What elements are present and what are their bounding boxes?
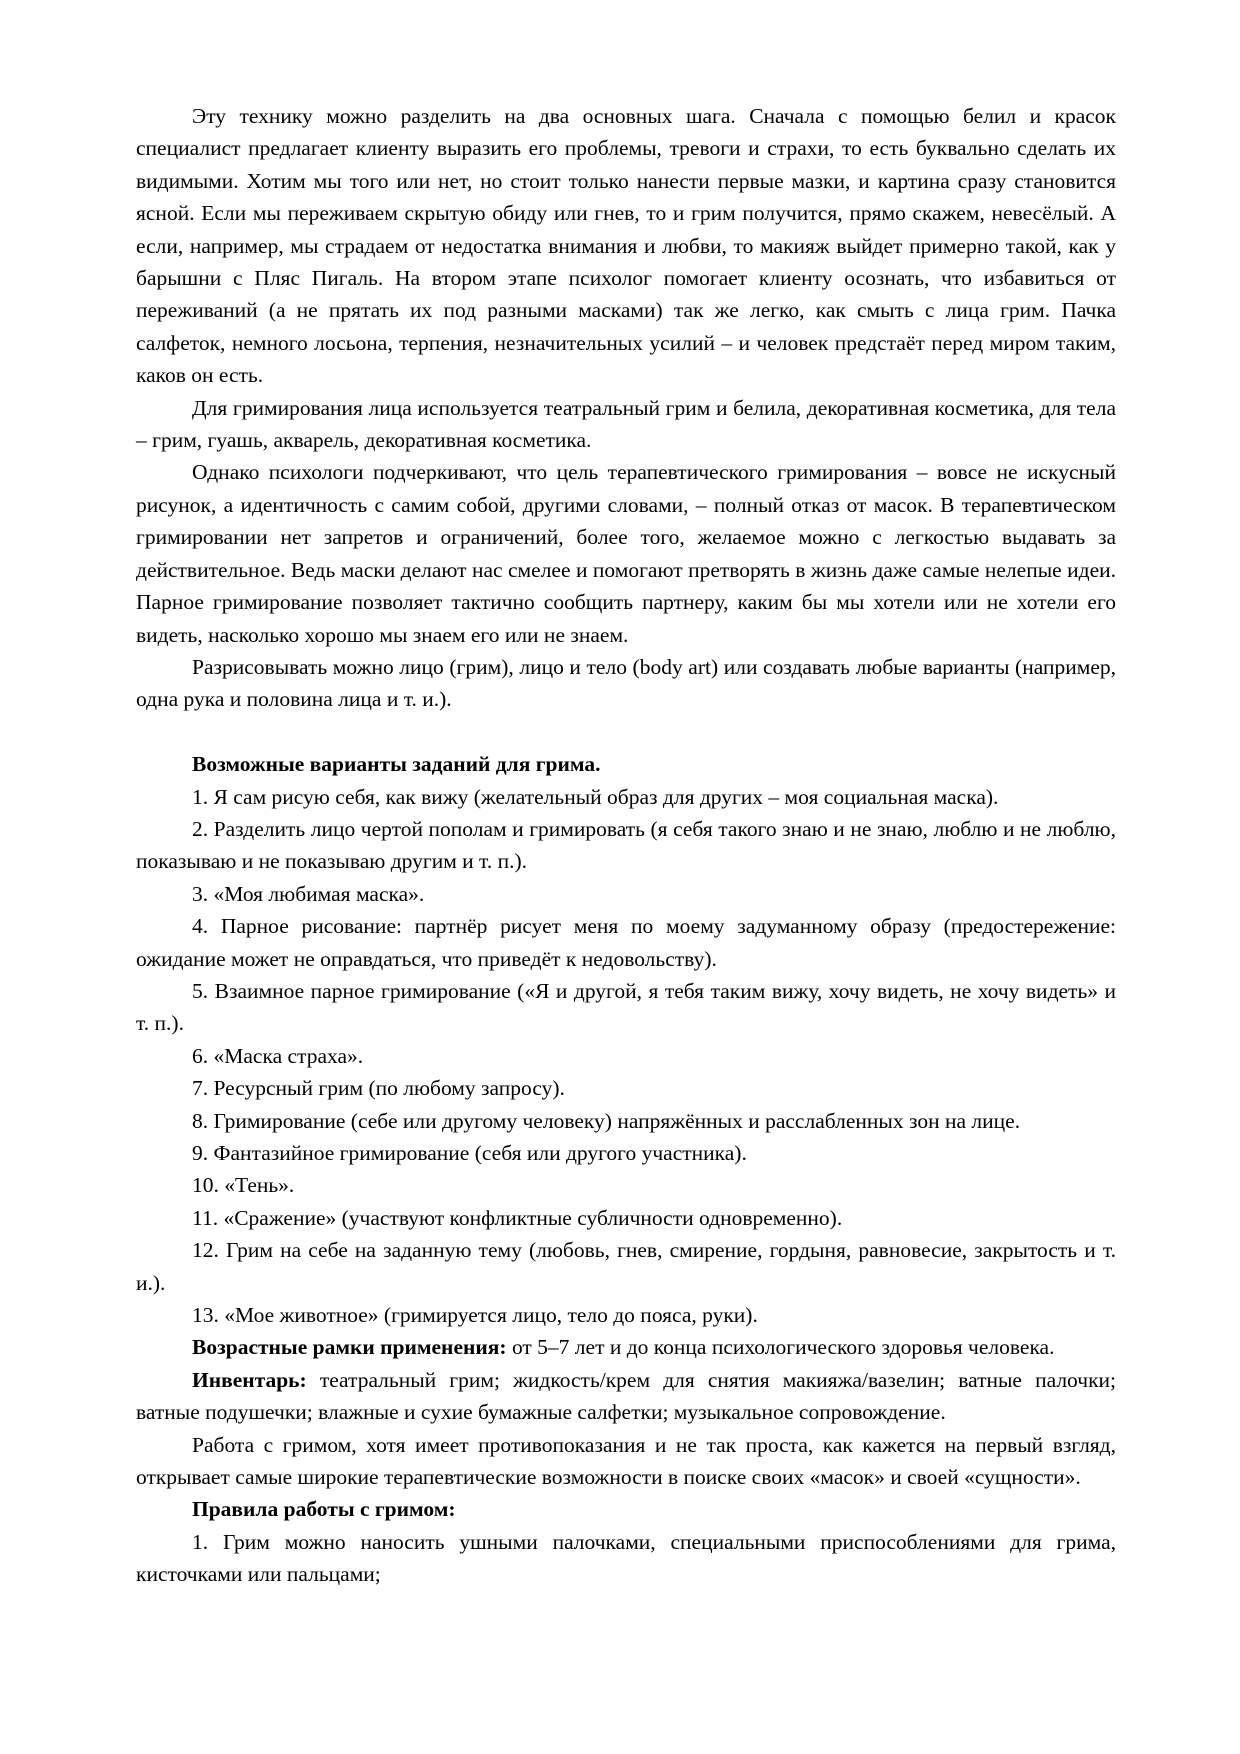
body-paragraph-2: Для гримирования лица используется театральный грим и белила, декоративная косметика, для тела – грим, гуашь, акварель, декоративная косметика. — [136, 395, 1116, 453]
age-range-text: от 5–7 лет и до конца психологического здоровья человека. — [506, 1335, 1055, 1360]
inventory-label: Инвентарь: — [192, 1367, 307, 1392]
list-item: 1. Грим можно наносить ушными палочками, специальными приспособлениями для грима, кисточками или пальцами; — [136, 1529, 1116, 1587]
list-item: 11. «Сражение» (участвуют конфликтные субличности одновременно). — [192, 1205, 843, 1230]
paragraph-spacer — [136, 716, 1116, 748]
age-range-label: Возрастные рамки применения: — [192, 1335, 507, 1360]
list-item: 6. «Маска страха». — [192, 1043, 364, 1068]
list-item: 13. «Мое животное» (гримируется лицо, тело до пояса, руки). — [192, 1303, 758, 1328]
rules-section-heading: Правила работы с гримом: — [192, 1497, 456, 1522]
list-item: 10. «Тень». — [192, 1173, 295, 1198]
list-item: 7. Ресурсный грим (по любому запросу). — [192, 1076, 565, 1101]
closing-paragraph: Работа с гримом, хотя имеет противопоказания и не так проста, как кажется на первый взгляд, открывает самые широкие терапевтические возможности в поиске своих «масок» и своей «сущности». — [136, 1432, 1116, 1490]
list-item: 2. Разделить лицо чертой пополам и гримировать (я себя такого знаю и не знаю, люблю и не люблю, показываю и не показываю другим и т. п.). — [136, 816, 1116, 874]
inventory-text: театральный грим; жидкость/крем для снятия макияжа/вазелин; ватные палочки; ватные подушечки; влажные и сухие бумажные салфетки; музыкальное сопровождение. — [136, 1367, 1116, 1425]
list-item: 3. «Моя любимая маска». — [192, 881, 425, 906]
age-range-paragraph — [136, 1331, 1116, 1363]
body-paragraph-4: Разрисовывать можно лицо (грим), лицо и тело (body art) или создавать любые варианты (например, одна рука и половина лица и т. и.). — [136, 654, 1116, 712]
body-paragraph-3: Однако психологи подчеркивают, что цель терапевтического гримирования – вовсе не искусный рисунок, а идентичность с самим собой, другими словами, – полный отказ от масок. В терапевтическом гримировании нет запретов и ограничений, более того, желаемое можно с легкостью выдавать за действительное. Ведь маски делают нас смелее и помогают претворять в жизнь даже самые нелепые идеи. Парное гримирование позволяет тактично сообщить партнеру, каким бы мы хотели или не хотели его видеть, насколько хорошо мы знаем его или не знаем. — [136, 460, 1116, 647]
body-paragraph-1: Эту технику можно разделить на два основных шага. Сначала с помощью белил и красок специалист предлагает клиенту выразить его проблемы, тревоги и страхи, то есть буквально сделать их видимыми. Хотим мы того или нет, но стоит только нанести первые мазки, и картина сразу становится ясной. Если мы переживаем скрытую обиду или гнев, то и грим получится, прямо скажем, невесёлый. А если, например, мы страдаем от недостатка внимания и любви, то макияж выйдет примерно такой, как у барышни с Пляс Пигаль. На втором этапе психолог помогает клиенту осознать, что избавиться от переживаний (а не прятать их под разными масками) так же легко, как смыть с лица грим. Пачка салфеток, немного лосьона, терпения, незначительных усилий – и человек предстаёт перед миром таким, каков он есть. — [136, 104, 1116, 388]
list-item: 8. Гримирование (себе или другому человеку) напряжённых и расслабленных зон на лице. — [192, 1108, 1021, 1133]
inventory-paragraph — [136, 1364, 1116, 1429]
list-item: 4. Парное рисование: партнёр рисует меня по моему задуманному образу (предостережение: ожидание может не оправдаться, что приведёт к недовольству). — [136, 914, 1116, 971]
list-item: 12. Грим на себе на заданную тему (любовь, гнев, смирение, гордыня, равновесие, закрытость и т. и.). — [136, 1238, 1116, 1295]
tasks-section-heading: Возможные варианты заданий для грима. — [192, 752, 601, 777]
list-item: 5. Взаимное парное гримирование («Я и другой, я тебя таким вижу, хочу видеть, не хочу видеть» и т. п.). — [136, 978, 1116, 1036]
list-item: 1. Я сам рисую себя, как вижу (желательный образ для других – моя социальная маска). — [192, 784, 999, 809]
list-item: 9. Фантазийное гримирование (себя или другого участника). — [192, 1140, 747, 1165]
text-column — [136, 100, 1116, 1591]
